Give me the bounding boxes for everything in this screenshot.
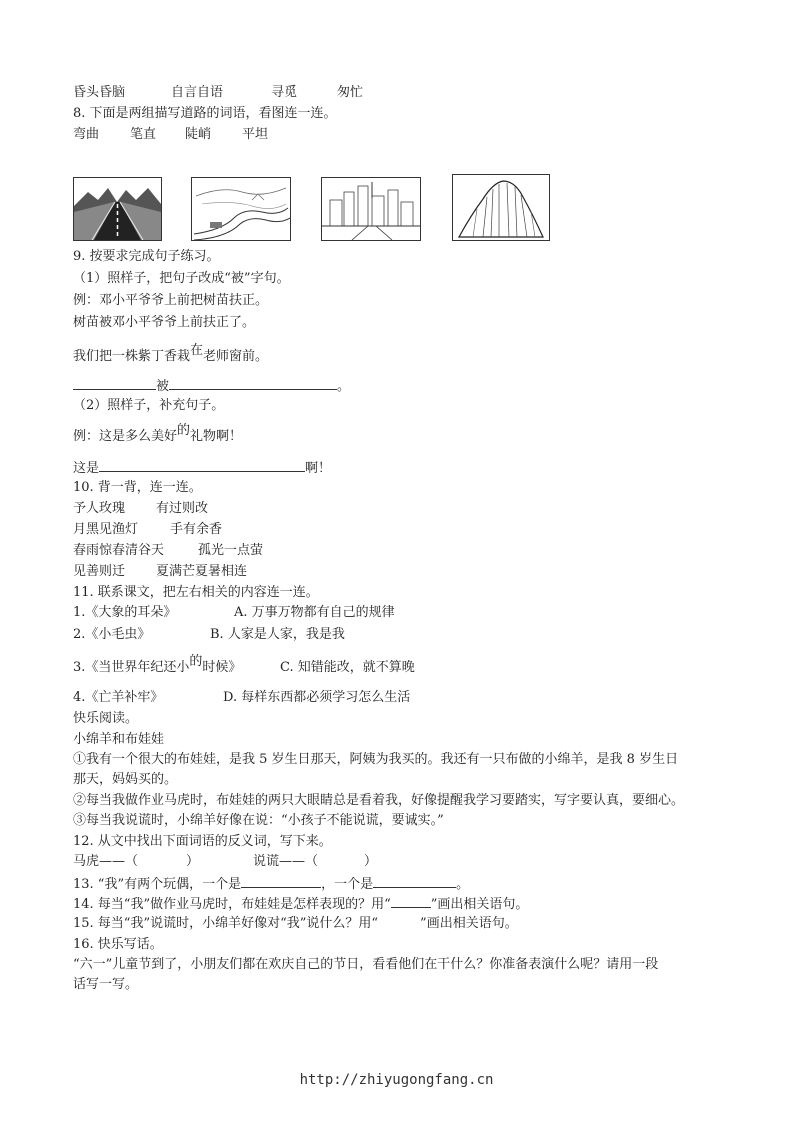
straight-road-picture	[73, 177, 162, 241]
q13-blank1[interactable]	[241, 874, 321, 888]
q9-blank1[interactable]	[73, 376, 156, 390]
q13-b: ，一个是	[321, 877, 374, 892]
q9-task1-b: 在	[190, 343, 204, 358]
q9-blank2[interactable]	[169, 376, 337, 390]
q13	[73, 874, 469, 894]
q9-ex2-c: 礼物啊！	[190, 429, 243, 444]
q11-right-3: C. 知错能改，就不算晚	[280, 660, 415, 675]
q13-blank2[interactable]	[373, 874, 456, 888]
q9-part1: （1）照样子，把句子改成“被”字句。	[73, 271, 290, 286]
q11-left-1: 1.《大象的耳朵》	[73, 605, 177, 620]
q8-word-2: 笔直	[130, 127, 157, 142]
winding-road-icon	[192, 178, 290, 240]
q12-word1: 马虎——（	[73, 854, 139, 869]
q10-right-1: 有过则改	[156, 501, 209, 516]
city-street-icon	[322, 178, 420, 240]
q9-ex2-a: 例：这是多么美好	[73, 429, 178, 444]
q13-a: 13. “我”有两个玩偶，一个是	[73, 877, 242, 892]
q11-row-4	[73, 689, 410, 707]
q11-right-1: A. 万事万物都有自己的规律	[234, 605, 395, 620]
q9-fill2-start: 这是	[73, 461, 100, 476]
q7-words	[73, 84, 363, 102]
reading-para2: ②每当我做作业马虎时，布娃娃的两只大眼睛总是看着我，好像提醒我学习要踏实，写字要认真，要细心。	[73, 793, 685, 808]
q9-fill1-end: 。	[337, 379, 351, 394]
q8-word-4: 平坦	[242, 127, 269, 142]
q14-underline-sample	[391, 894, 431, 908]
q9-fill1-mid: 被	[156, 379, 170, 394]
q9-fill2-end: 啊！	[305, 461, 332, 476]
q15-b: ”画出相关语句。	[420, 916, 518, 931]
reading-para3: ③每当我说谎时，小绵羊好像在说：“小孩子不能说谎，要诚实。”	[73, 813, 444, 828]
q9-task1-a: 我们把一株紫丁香栽	[73, 349, 191, 364]
q14-a: 14. 每当“我”做作业马虎时，布娃娃是怎样表现的？用“	[73, 897, 391, 912]
q12-word2-end: ）	[364, 854, 378, 869]
q11-row-3	[73, 654, 415, 677]
q11-left-3c: 时候》	[202, 660, 242, 675]
straight-road-icon	[74, 178, 161, 240]
q8-title: 8. 下面是两组描写道路的词语，看图连一连。	[73, 106, 337, 121]
q9-blank3[interactable]	[99, 458, 305, 472]
q11-row-2	[73, 626, 345, 644]
q10-row	[73, 500, 208, 518]
footer-url[interactable]: http://zhiyugongfang.cn	[299, 1072, 494, 1088]
q11-row-1	[73, 604, 395, 622]
q10-title: 10. 背一背，连一连。	[73, 480, 202, 495]
q11-left-3b: 的	[189, 654, 203, 669]
reading-heading: 快乐阅读。	[73, 711, 139, 726]
q7-word-2: 自言自语	[171, 85, 224, 100]
q10-row	[73, 563, 247, 581]
q9-fill1	[73, 376, 350, 396]
q15	[73, 915, 518, 933]
q8-words	[73, 126, 268, 144]
q10-left-4: 见善则迁	[73, 564, 126, 579]
q8-word-1: 弯曲	[73, 127, 100, 142]
q13-c: 。	[456, 877, 470, 892]
q9-task1-c: 老师窗前。	[203, 349, 269, 364]
q12-words	[73, 853, 377, 871]
q10-right-2: 手有余香	[170, 522, 223, 537]
q10-right-4: 夏满芒夏暑相连	[156, 564, 248, 579]
q11-title: 11. 联系课文，把左右相关的内容连一连。	[73, 585, 319, 600]
q11-right-4: D. 每样东西都必须学习怎么生活	[223, 690, 411, 705]
q12-title: 12. 从文中找出下面词语的反义词，写下来。	[73, 834, 332, 849]
q11-left-3a: 3.《当世界年纪还小	[73, 660, 190, 675]
q14	[73, 894, 528, 914]
q10-right-3: 孤光一点萤	[198, 543, 264, 558]
q15-a: 15. 每当“我”说谎时，小绵羊好像对“我”说什么？用“	[73, 916, 379, 931]
q10-left-1: 予人玫瑰	[73, 501, 126, 516]
q9-example2	[73, 423, 243, 446]
q9-ex2-b: 的	[177, 423, 191, 438]
q10-row	[73, 521, 222, 539]
q10-row	[73, 542, 263, 560]
q9-task1	[73, 343, 269, 366]
q7-word-4: 匆忙	[337, 85, 364, 100]
steep-mountain-icon	[453, 175, 549, 240]
q11-left-4: 4.《亡羊补牢》	[73, 690, 164, 705]
steep-mountain-picture	[452, 174, 550, 241]
q10-left-3: 春雨惊春清谷天	[73, 543, 165, 558]
q16-line1: “六一”儿童节到了，小朋友们都在欢庆自己的节日，看看他们在干什么？你准备表演什么呢？请用一段	[73, 957, 659, 972]
q12-word1-end: ）	[186, 854, 200, 869]
q11-right-2: B. 人家是人家，我是我	[210, 627, 345, 642]
reading-para1-line2: 那天，妈妈买的。	[73, 772, 178, 787]
q9-part2: （2）照样子，补充句子。	[73, 398, 225, 413]
q16-line2: 话写一写。	[73, 977, 139, 992]
q10-left-2: 月黑见渔灯	[73, 522, 139, 537]
q9-example1-answer: 树苗被邓小平爷爷上前扶正了。	[73, 315, 256, 330]
q7-word-3: 寻觅	[271, 85, 298, 100]
reading-para1-line1: ①我有一个很大的布娃娃，是我 5 岁生日那天，阿姨为我买的。我还有一只布做的小绵羊，是我 8 岁生日	[73, 752, 679, 767]
q14-b: ”画出相关语句。	[430, 897, 529, 912]
q12-word2: 说谎——（	[253, 854, 319, 869]
q9-example1: 例：邓小平爷爷上前把树苗扶正。	[73, 293, 269, 308]
q7-word-1: 昏头昏脑	[73, 85, 126, 100]
q11-left-2: 2.《小毛虫》	[73, 627, 151, 642]
q8-word-3: 陡峭	[185, 127, 212, 142]
q9-title: 9. 按要求完成句子练习。	[73, 249, 220, 264]
q9-fill2	[73, 458, 331, 478]
winding-road-picture	[191, 177, 291, 241]
city-street-picture	[321, 177, 421, 241]
reading-title: 小绵羊和布娃娃	[73, 732, 165, 747]
q16-title: 16. 快乐写话。	[73, 937, 163, 952]
